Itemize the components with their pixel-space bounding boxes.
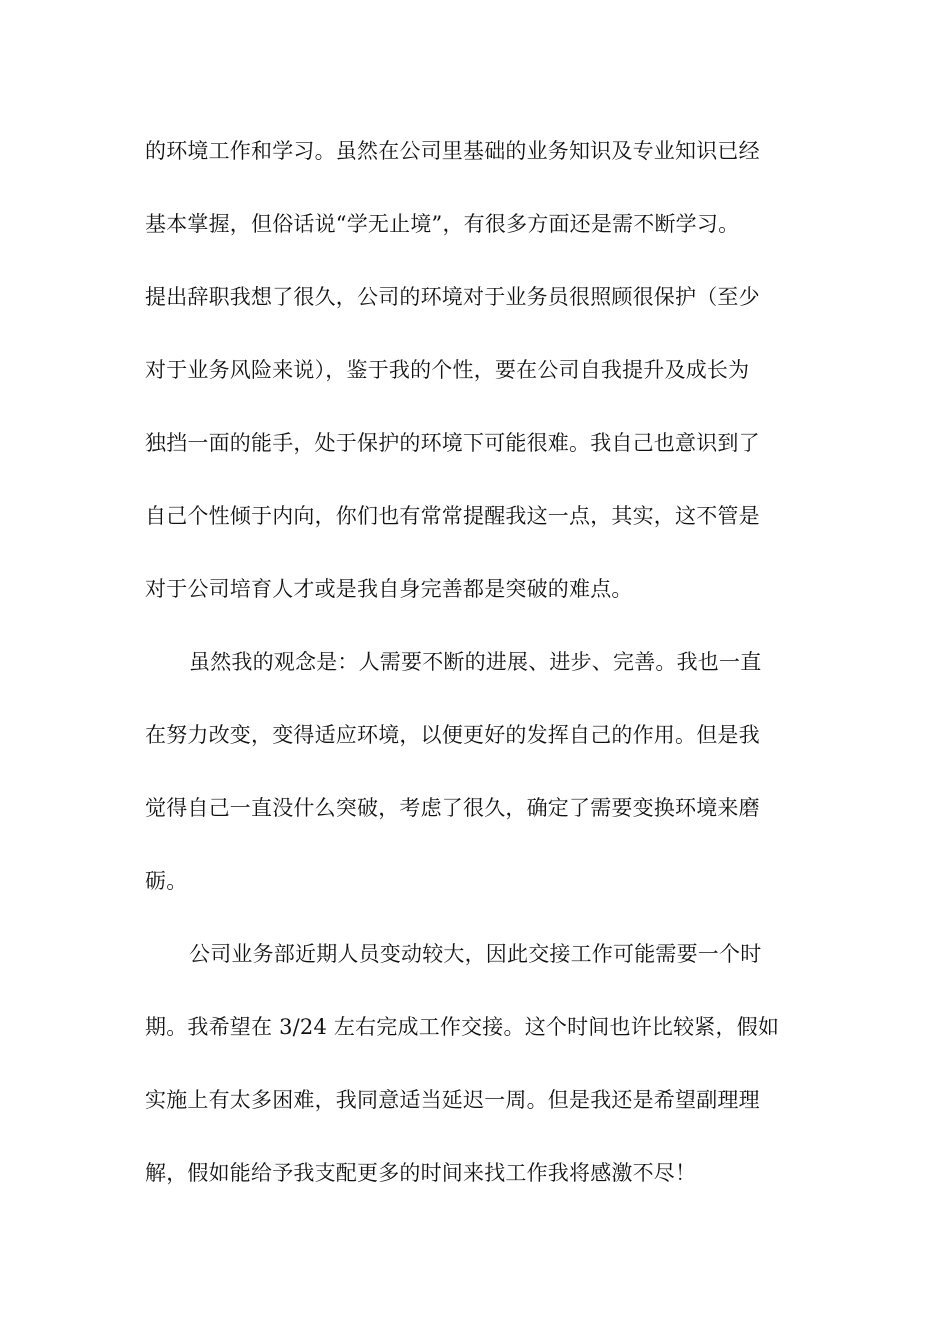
text-line: 独挡一面的能手，处于保护的环境下可能很难。我自己也意识到了: [145, 431, 760, 455]
text-line: 公司业务部近期人员变动较大，因此交接工作可能需要一个时: [189, 942, 762, 966]
text-line: 基本掌握，但俗话说“学无止境”，有很多方面还是需不断学习。: [145, 212, 740, 236]
text-line: 虽然我的观念是：人需要不断的进展、进步、完善。我也一直: [189, 650, 762, 674]
text-line: 在努力改变，变得适应环境，以便更好的发挥自己的作用。但是我: [145, 723, 760, 747]
text-line: 砺。: [145, 869, 188, 893]
text-line: 对于公司培育人才或是我自身完善都是突破的难点。: [145, 577, 633, 601]
paragraph-1: [145, 128, 815, 639]
text-line: 期。我希望在 3/24 左右完成工作交接。这个时间也许比较紧，假如: [145, 1015, 780, 1039]
text-line: 实施上有太多困难，我同意适当延迟一周。但是我还是希望副理理: [145, 1088, 760, 1112]
text-line: 提出辞职我想了很久，公司的环境对于业务员很照顾很保护（至少: [145, 285, 760, 309]
text-line: 对于业务风险来说），鉴于我的个性，要在公司自我提升及成长为: [145, 358, 750, 382]
text-line: 自己个性倾于内向，你们也有常常提醒我这一点，其实，这不管是: [145, 504, 760, 528]
text-line: 解，假如能给予我支配更多的时间来找工作我将感激不尽！: [145, 1161, 697, 1185]
text-line: 的环境工作和学习。虽然在公司里基础的业务知识及专业知识已经: [145, 139, 760, 163]
text-line: 觉得自己一直没什么突破，考虑了很久，确定了需要变换环境来磨: [145, 796, 760, 820]
paragraph-2: [145, 639, 815, 931]
paragraph-3: [145, 931, 815, 1223]
letter-body: [145, 128, 815, 1223]
